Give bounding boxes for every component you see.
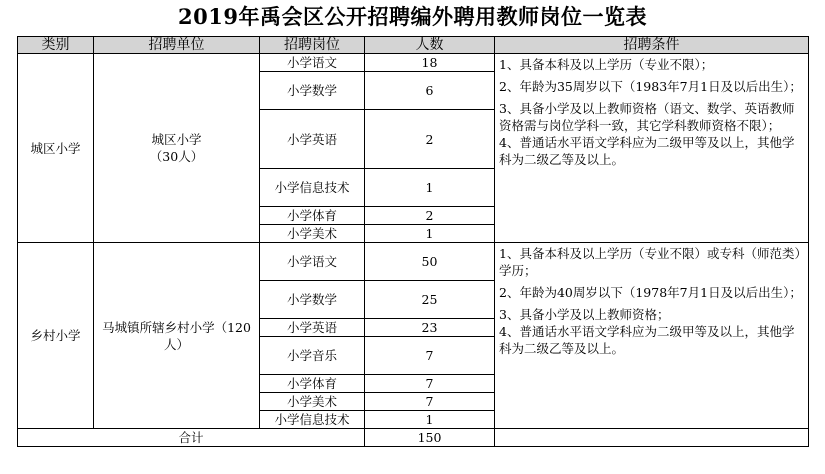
condition-item: 1、具备本科及以上学历（专业不限）； bbox=[499, 57, 714, 72]
recruitment-table bbox=[17, 36, 809, 447]
table-row bbox=[18, 243, 809, 281]
condition-item: 3、具备小学及以上教师资格； bbox=[499, 307, 670, 322]
header-row bbox=[18, 37, 809, 54]
unit-urban-count: （30人） bbox=[149, 149, 204, 164]
post-count: 1 bbox=[365, 225, 495, 243]
post-count: 25 bbox=[365, 281, 495, 319]
total-row bbox=[18, 429, 809, 447]
condition-item: 2、年龄为35周岁以下（1983年7月1日及以后出生）； bbox=[499, 79, 802, 94]
page-title: 2019年禹会区公开招聘编外聘用教师岗位一览表 bbox=[178, 4, 647, 29]
condition-item: 4、普通话水平语文学科应为二级甲等及以上，其他学科为二级乙等及以上。 bbox=[499, 324, 795, 356]
condition-item: 2、年龄为40周岁以下（1978年7月1日及以后出生）； bbox=[499, 285, 802, 300]
post-name: 小学美术 bbox=[260, 393, 365, 411]
total-label: 合计 bbox=[18, 429, 365, 447]
unit-urban-name: 城区小学 bbox=[151, 132, 202, 147]
total-conditions-empty bbox=[495, 429, 809, 447]
post-name: 小学数学 bbox=[260, 72, 365, 110]
header-post: 招聘岗位 bbox=[260, 37, 365, 54]
post-count: 7 bbox=[365, 375, 495, 393]
header-count: 人数 bbox=[365, 37, 495, 54]
post-name: 小学英语 bbox=[260, 319, 365, 337]
post-name: 小学语文 bbox=[260, 54, 365, 72]
category-urban: 城区小学 bbox=[18, 54, 94, 243]
conditions-rural bbox=[495, 243, 809, 429]
post-count: 2 bbox=[365, 207, 495, 225]
post-name: 小学数学 bbox=[260, 281, 365, 319]
post-count: 23 bbox=[365, 319, 495, 337]
unit-rural: 马城镇所辖乡村小学（120人） bbox=[94, 243, 260, 429]
condition-item: 1、具备本科及以上学历（专业不限）或专科（师范类）学历； bbox=[499, 246, 801, 278]
post-count: 2 bbox=[365, 110, 495, 169]
post-count: 1 bbox=[365, 411, 495, 429]
post-name: 小学信息技术 bbox=[260, 411, 365, 429]
header-unit: 招聘单位 bbox=[94, 37, 260, 54]
post-count: 6 bbox=[365, 72, 495, 110]
post-name: 小学体育 bbox=[260, 375, 365, 393]
total-count: 150 bbox=[365, 429, 495, 447]
post-count: 1 bbox=[365, 169, 495, 207]
post-name: 小学语文 bbox=[260, 243, 365, 281]
header-category: 类别 bbox=[18, 37, 94, 54]
post-count: 50 bbox=[365, 243, 495, 281]
post-name: 小学英语 bbox=[260, 110, 365, 169]
post-name: 小学信息技术 bbox=[260, 169, 365, 207]
condition-item: 4、普通话水平语文学科应为二级甲等及以上，其他学科为二级乙等及以上。 bbox=[499, 135, 795, 167]
condition-item: 3、具备小学及以上教师资格（语文、数学、英语教师资格需与岗位学科一致，其它学科教师资格不限）； bbox=[499, 101, 795, 133]
header-conditions: 招聘条件 bbox=[495, 37, 809, 54]
post-name: 小学体育 bbox=[260, 207, 365, 225]
post-name: 小学音乐 bbox=[260, 337, 365, 375]
conditions-urban bbox=[495, 54, 809, 243]
category-rural: 乡村小学 bbox=[18, 243, 94, 429]
post-count: 18 bbox=[365, 54, 495, 72]
unit-urban bbox=[94, 54, 260, 243]
post-count: 7 bbox=[365, 393, 495, 411]
post-name: 小学美术 bbox=[260, 225, 365, 243]
post-count: 7 bbox=[365, 337, 495, 375]
table-row bbox=[18, 54, 809, 72]
